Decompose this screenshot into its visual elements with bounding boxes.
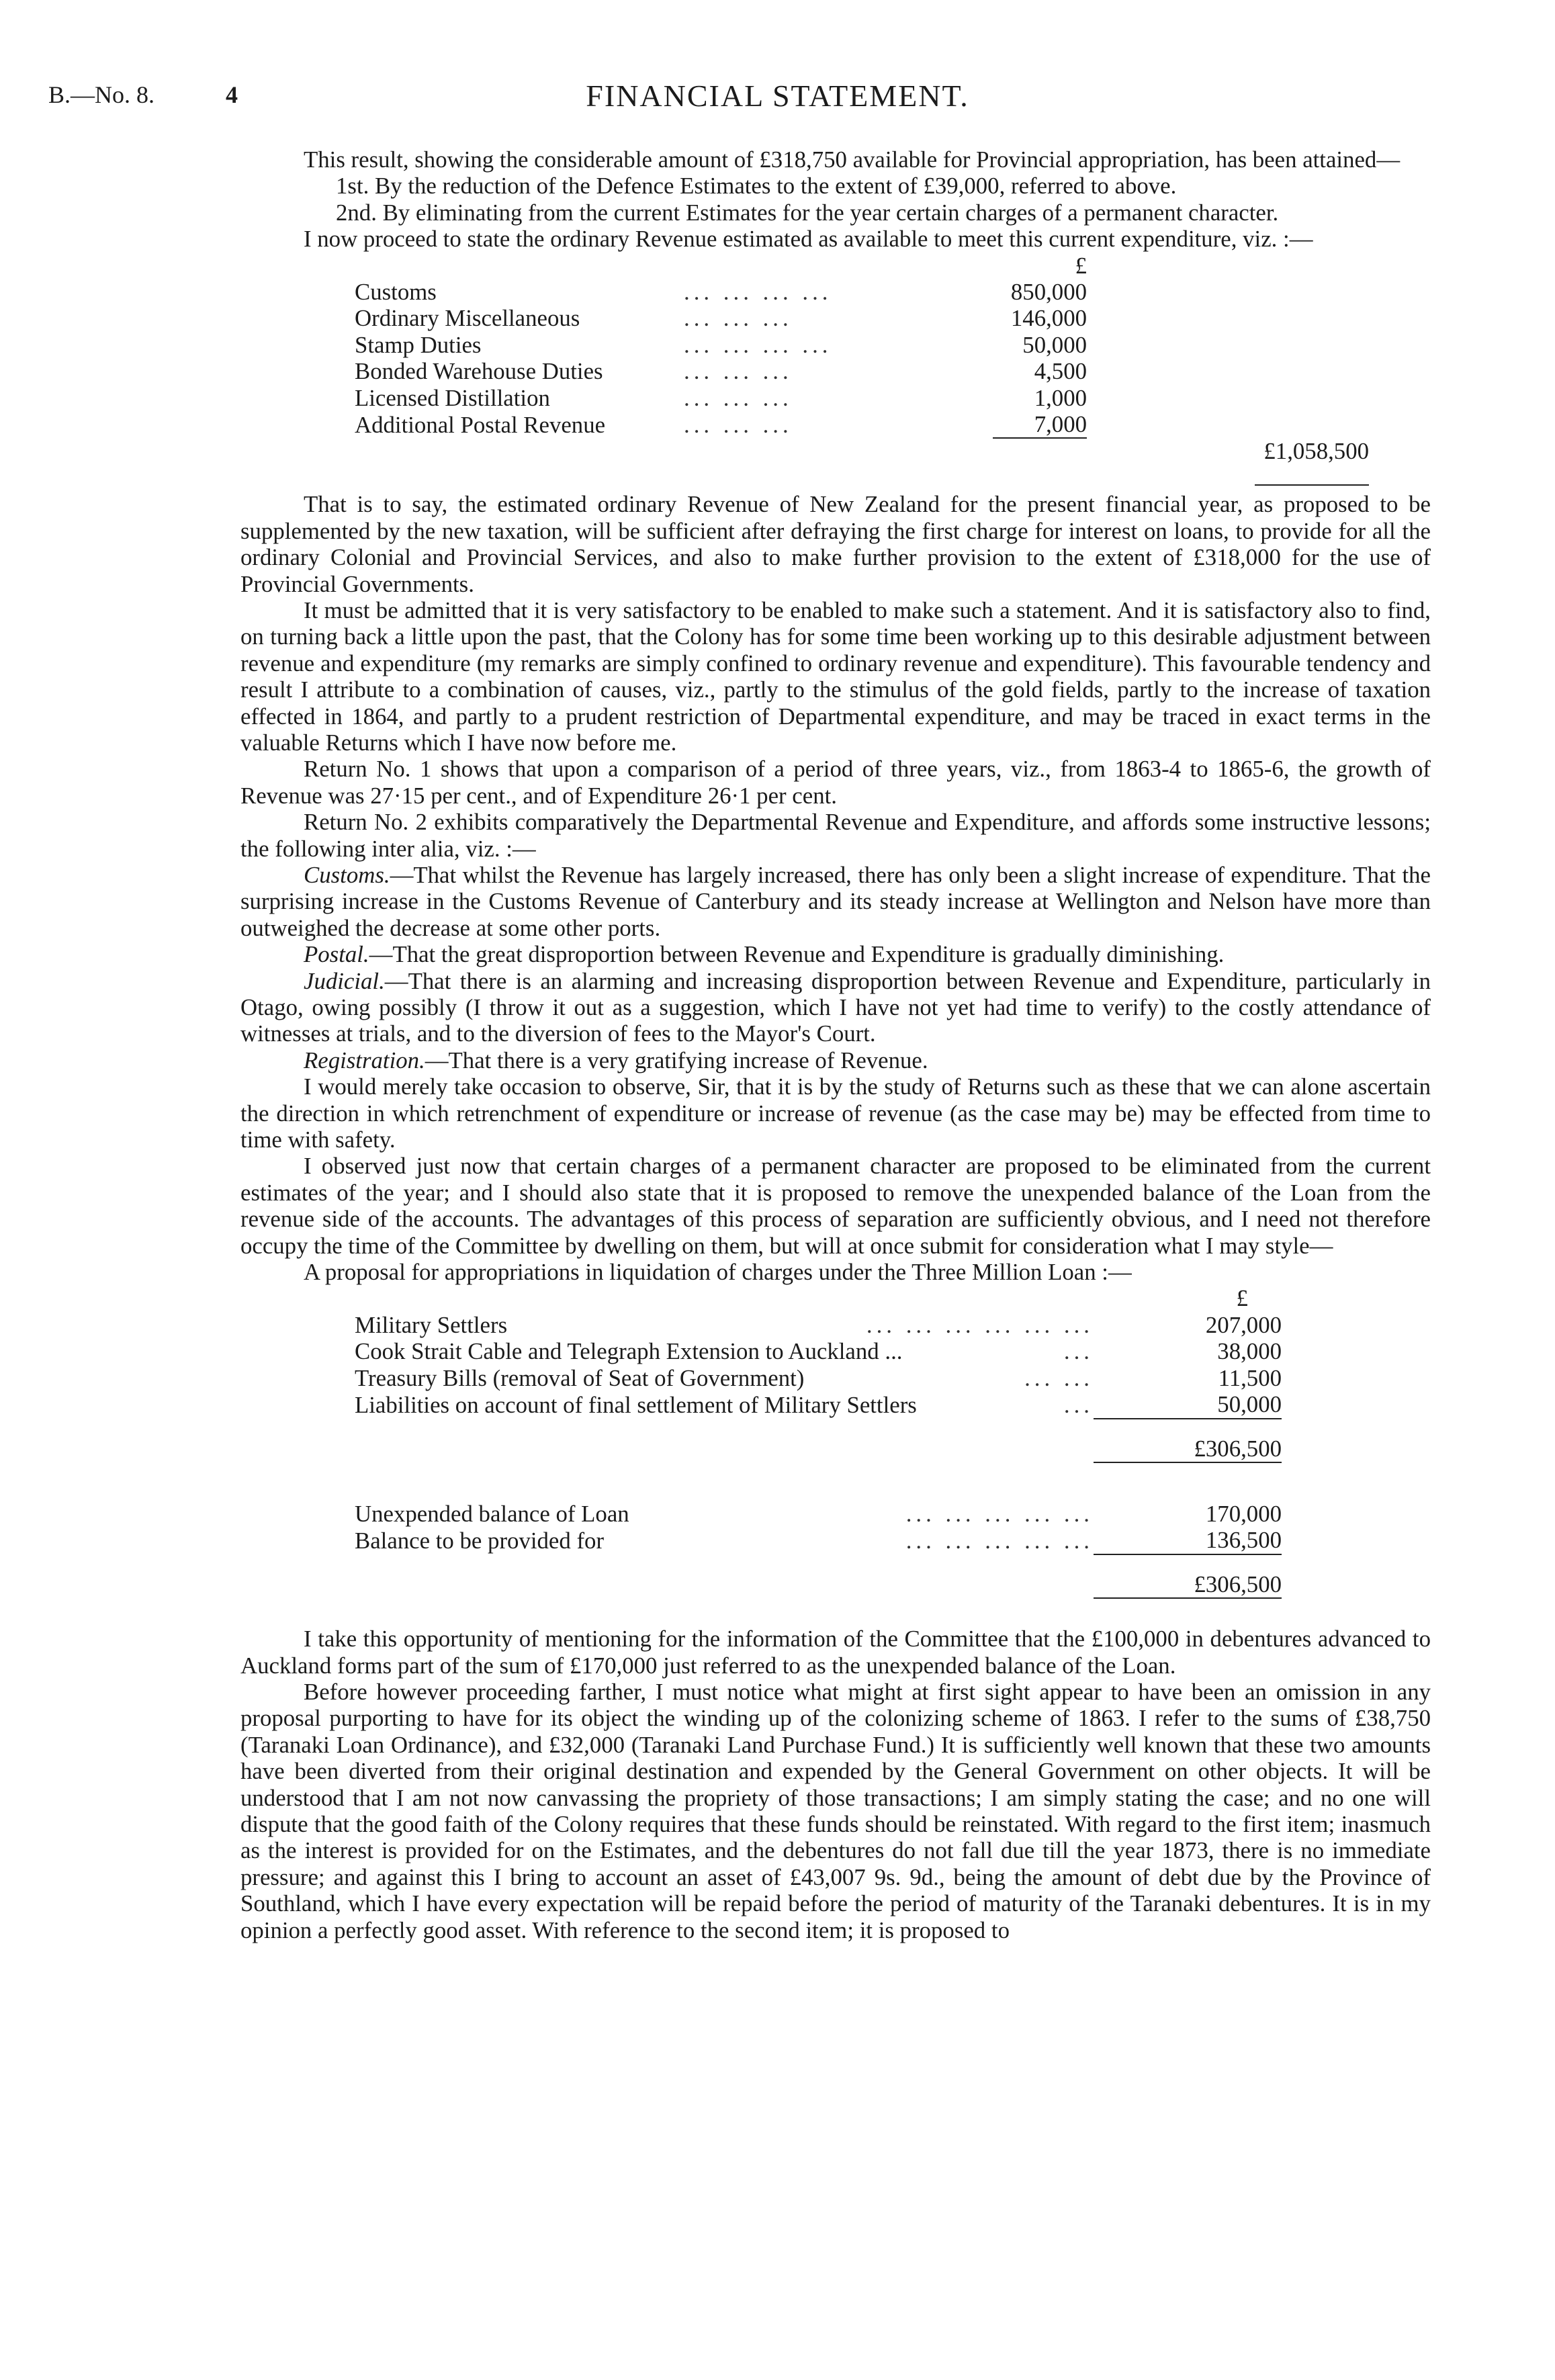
revenue-row [355,385,1369,411]
body-paragraph: A proposal for appropriations in liquidation of charges under the Three Million Loan :— [304,1259,1132,1286]
revenue-table [355,253,1369,492]
page-title: FINANCIAL STATEMENT. [586,79,969,113]
department-note [240,941,1431,967]
revenue-label: Ordinary Miscellaneous [355,305,580,332]
body-paragraph: Before however proceeding farther, I must notice what might at first sight appear to have been an omission in any proposal purporting to have for its object the winding up of the colonizing scheme of 1863. I refer to the sums of £38,750 (Taranaki Loan Ordinance), and £32,000 (Taranaki Land Purchase Fund.) It is sufficiently well known that these two amounts have been diverted from their original destination and expended by the General Government on other objects. It will be understood that I am not now canvassing the propriety of those transactions; I am simply stating the case; and no one will dispute that the good faith of the Colony requires that these funds should be reinstated. With regard to the first item; inasmuch as the interest is provided for on the Estimates, and the debentures do not fall due till the year 1873, there is no immediate pressure; and against this I bring to account an asset of £43,007 9s. 9d., being the amount of debt due by the Province of Southland, which I have every expectation will be repaid before the period of maturity of the Taranaki debentures. It is in my opinion a perfectly good asset. With reference to the second item; it is proposed to [240,1678,1431,1943]
revenue-amount: 50,000 [1022,331,1087,358]
document-reference: B.—No. 8. [48,81,155,108]
sum-rule [1094,1419,1282,1436]
sum-rule [1094,1554,1282,1571]
loan-amount: 11,500 [1218,1364,1282,1391]
loan-label: Military Settlers [355,1311,508,1338]
intro-item-2: 2nd. By eliminating from the current Estimates for the year certain charges of a permanent character. [336,199,1279,226]
revenue-row [355,305,1369,331]
loan-row [355,1391,1282,1418]
loan-subtotal: £306,500 [1194,1435,1282,1462]
revenue-row [355,279,1369,305]
intro-item-1: 1st. By the reduction of the Defence Estimates to the extent of £39,000, referred to above. [336,173,1177,200]
body-paragraph: I would merely take occasion to observe, Sir, that it is by the study of Returns such as these that we can alone ascertain the direction in which retrenchment of expenditure or increase of revenue (as the case may be) may be effected from time to time with safety. [240,1073,1431,1153]
revenue-amount: 7,000 [1034,411,1087,438]
leader-dots: ... ... ... ... ... [905,1500,1094,1527]
revenue-label: Licensed Distillation [355,384,550,411]
leader-dots: ... [1063,1392,1094,1419]
total-rule [1255,484,1369,486]
leader-dots: ... ... ... ... [684,331,832,358]
currency-header: £ [1075,252,1087,279]
loan-row [355,1312,1282,1338]
currency-header: £ [1236,1285,1248,1312]
department-heading: Judicial. [304,967,385,994]
loan-amount: 207,000 [1205,1311,1282,1338]
loan-row [355,1501,1282,1527]
loan-total: £306,500 [1194,1571,1282,1597]
revenue-label: Stamp Duties [355,331,482,358]
body-paragraph: It must be admitted that it is very satisfactory to be enabled to make such a statement. And it is satisfactory also to find, on turning back a little upon the past, that the Colony has for some time been working up to this desirable adjustment between revenue and expenditure (my remarks are simply confined to ordinary revenue and expenditure). This favourable tendency and result I attribute to a combination of causes, viz., partly to the stimulus of the gold fields, partly to the increase of taxation effected in 1864, and partly to a prudent restriction of Departmental expenditure, and may be traced in exact terms in the valuable Returns which I have now before me. [240,597,1431,756]
department-text: —That there is an alarming and increasing disproportion between Revenue and Expenditure, particularly in Otago, owing possibly (I throw it out as a suggestion, which I have not yet had time to verify) to the costly attendance of witnesses at trials, and to the diversion of fees to the Mayor's Court. [240,967,1431,1047]
body-paragraph: Return No. 2 exhibits comparatively the Departmental Revenue and Expenditure, and affords some instructive lessons; the following inter alia, viz. :— [240,809,1431,862]
department-text: —That there is a very gratifying increase of Revenue. [425,1047,928,1073]
sum-rule [1094,1462,1282,1501]
sum-rule [993,438,1087,464]
loan-label: Cook Strait Cable and Telegraph Extension to Auckland ... [355,1338,903,1365]
document-body [240,146,1431,1943]
body-paragraph: Return No. 1 shows that upon a comparison of a period of three years, viz., from 1863-4 to 1865-6, the growth of Revenue was 27·15 per cent., and of Expenditure 26·1 per cent. [240,756,1431,809]
leader-dots: ... ... [1024,1364,1094,1391]
department-heading: Registration. [304,1047,425,1073]
loan-row [355,1365,1282,1391]
leader-dots: ... ... ... ... [684,279,832,306]
department-heading: Postal. [304,941,369,968]
body-paragraph: I observed just now that certain charges of a permanent character are proposed to be eliminated from the current estimates of the year; and I should also state that it is proposed to remove the unexpended balance of the Loan from the revenue side of the accounts. The advantages of this process of separation are sufficiently obvious, and I need not therefore occupy the time of the Committee by dwelling on them, but will at once submit for consideration what I may style— [240,1153,1431,1259]
loan-label: Treasury Bills (removal of Seat of Government) [355,1364,805,1391]
revenue-amount: 4,500 [1034,358,1087,385]
revenue-amount: 850,000 [1010,279,1087,306]
leader-dots: ... ... ... [684,305,793,332]
department-note [240,1047,1431,1073]
loan-amount: 38,000 [1217,1338,1282,1365]
revenue-total: £1,058,500 [1263,438,1369,465]
loan-table [355,1285,1282,1626]
revenue-label: Customs [355,279,437,306]
revenue-row [355,358,1369,384]
body-paragraph: That is to say, the estimated ordinary Revenue of New Zealand for the present financial year, as proposed to be supplemented by the new taxation, will be sufficient after defraying the first charge for interest on loans, to provide for all the ordinary Colonial and Provincial Services, and also to make further provision to the extent of £318,000 for the use of Provincial Governments. [240,491,1431,597]
total-rule [1094,1598,1282,1626]
loan-label: Balance to be provided for [355,1528,605,1554]
revenue-intro-paragraph: I now proceed to state the ordinary Revenue estimated as available to meet this current expenditure, viz. :— [304,226,1313,253]
department-text: —That whilst the Revenue has largely increased, there has only been a slight increase of expenditure. That the surprising increase in the Customs Revenue of Canterbury and its steady increase at Wellington and Nelson have more than outweighed the decrease at some other ports. [240,861,1431,941]
loan-amount: 170,000 [1205,1500,1282,1527]
loan-amount: 136,500 [1205,1527,1282,1554]
body-paragraph: I take this opportunity of mentioning for the information of the Committee that the £100,000 in debentures advanced to Auckland forms part of the sum of £170,000 just referred to as the unexpended balance of the Loan. [240,1626,1431,1679]
revenue-amount: 1,000 [1034,384,1087,411]
department-heading: Customs. [304,861,390,888]
revenue-amount: 146,000 [1010,305,1087,332]
loan-row [355,1338,1282,1364]
revenue-row [355,411,1369,438]
department-note [240,862,1431,941]
page-number: 4 [226,81,238,108]
revenue-label: Additional Postal Revenue [355,412,606,439]
revenue-row [355,332,1369,358]
department-note [240,968,1431,1047]
leader-dots: ... ... ... [684,412,793,439]
leader-dots: ... ... ... ... ... [905,1528,1094,1554]
department-text: —That the great disproportion between Revenue and Expenditure is gradually diminishing. [369,941,1225,968]
loan-label: Liabilities on account of final settlement of Military Settlers [355,1392,917,1419]
leader-dots: ... ... ... ... ... ... [866,1311,1094,1338]
revenue-label: Bonded Warehouse Duties [355,358,603,385]
leader-dots: ... [1063,1338,1094,1365]
leader-dots: ... ... ... [684,358,793,385]
loan-row [355,1527,1282,1554]
loan-label: Unexpended balance of Loan [355,1500,629,1527]
intro-paragraph: This result, showing the considerable amount of £318,750 available for Provincial appropriation, has been attained— [304,146,1401,173]
loan-amount: 50,000 [1217,1391,1282,1418]
leader-dots: ... ... ... [684,384,793,411]
